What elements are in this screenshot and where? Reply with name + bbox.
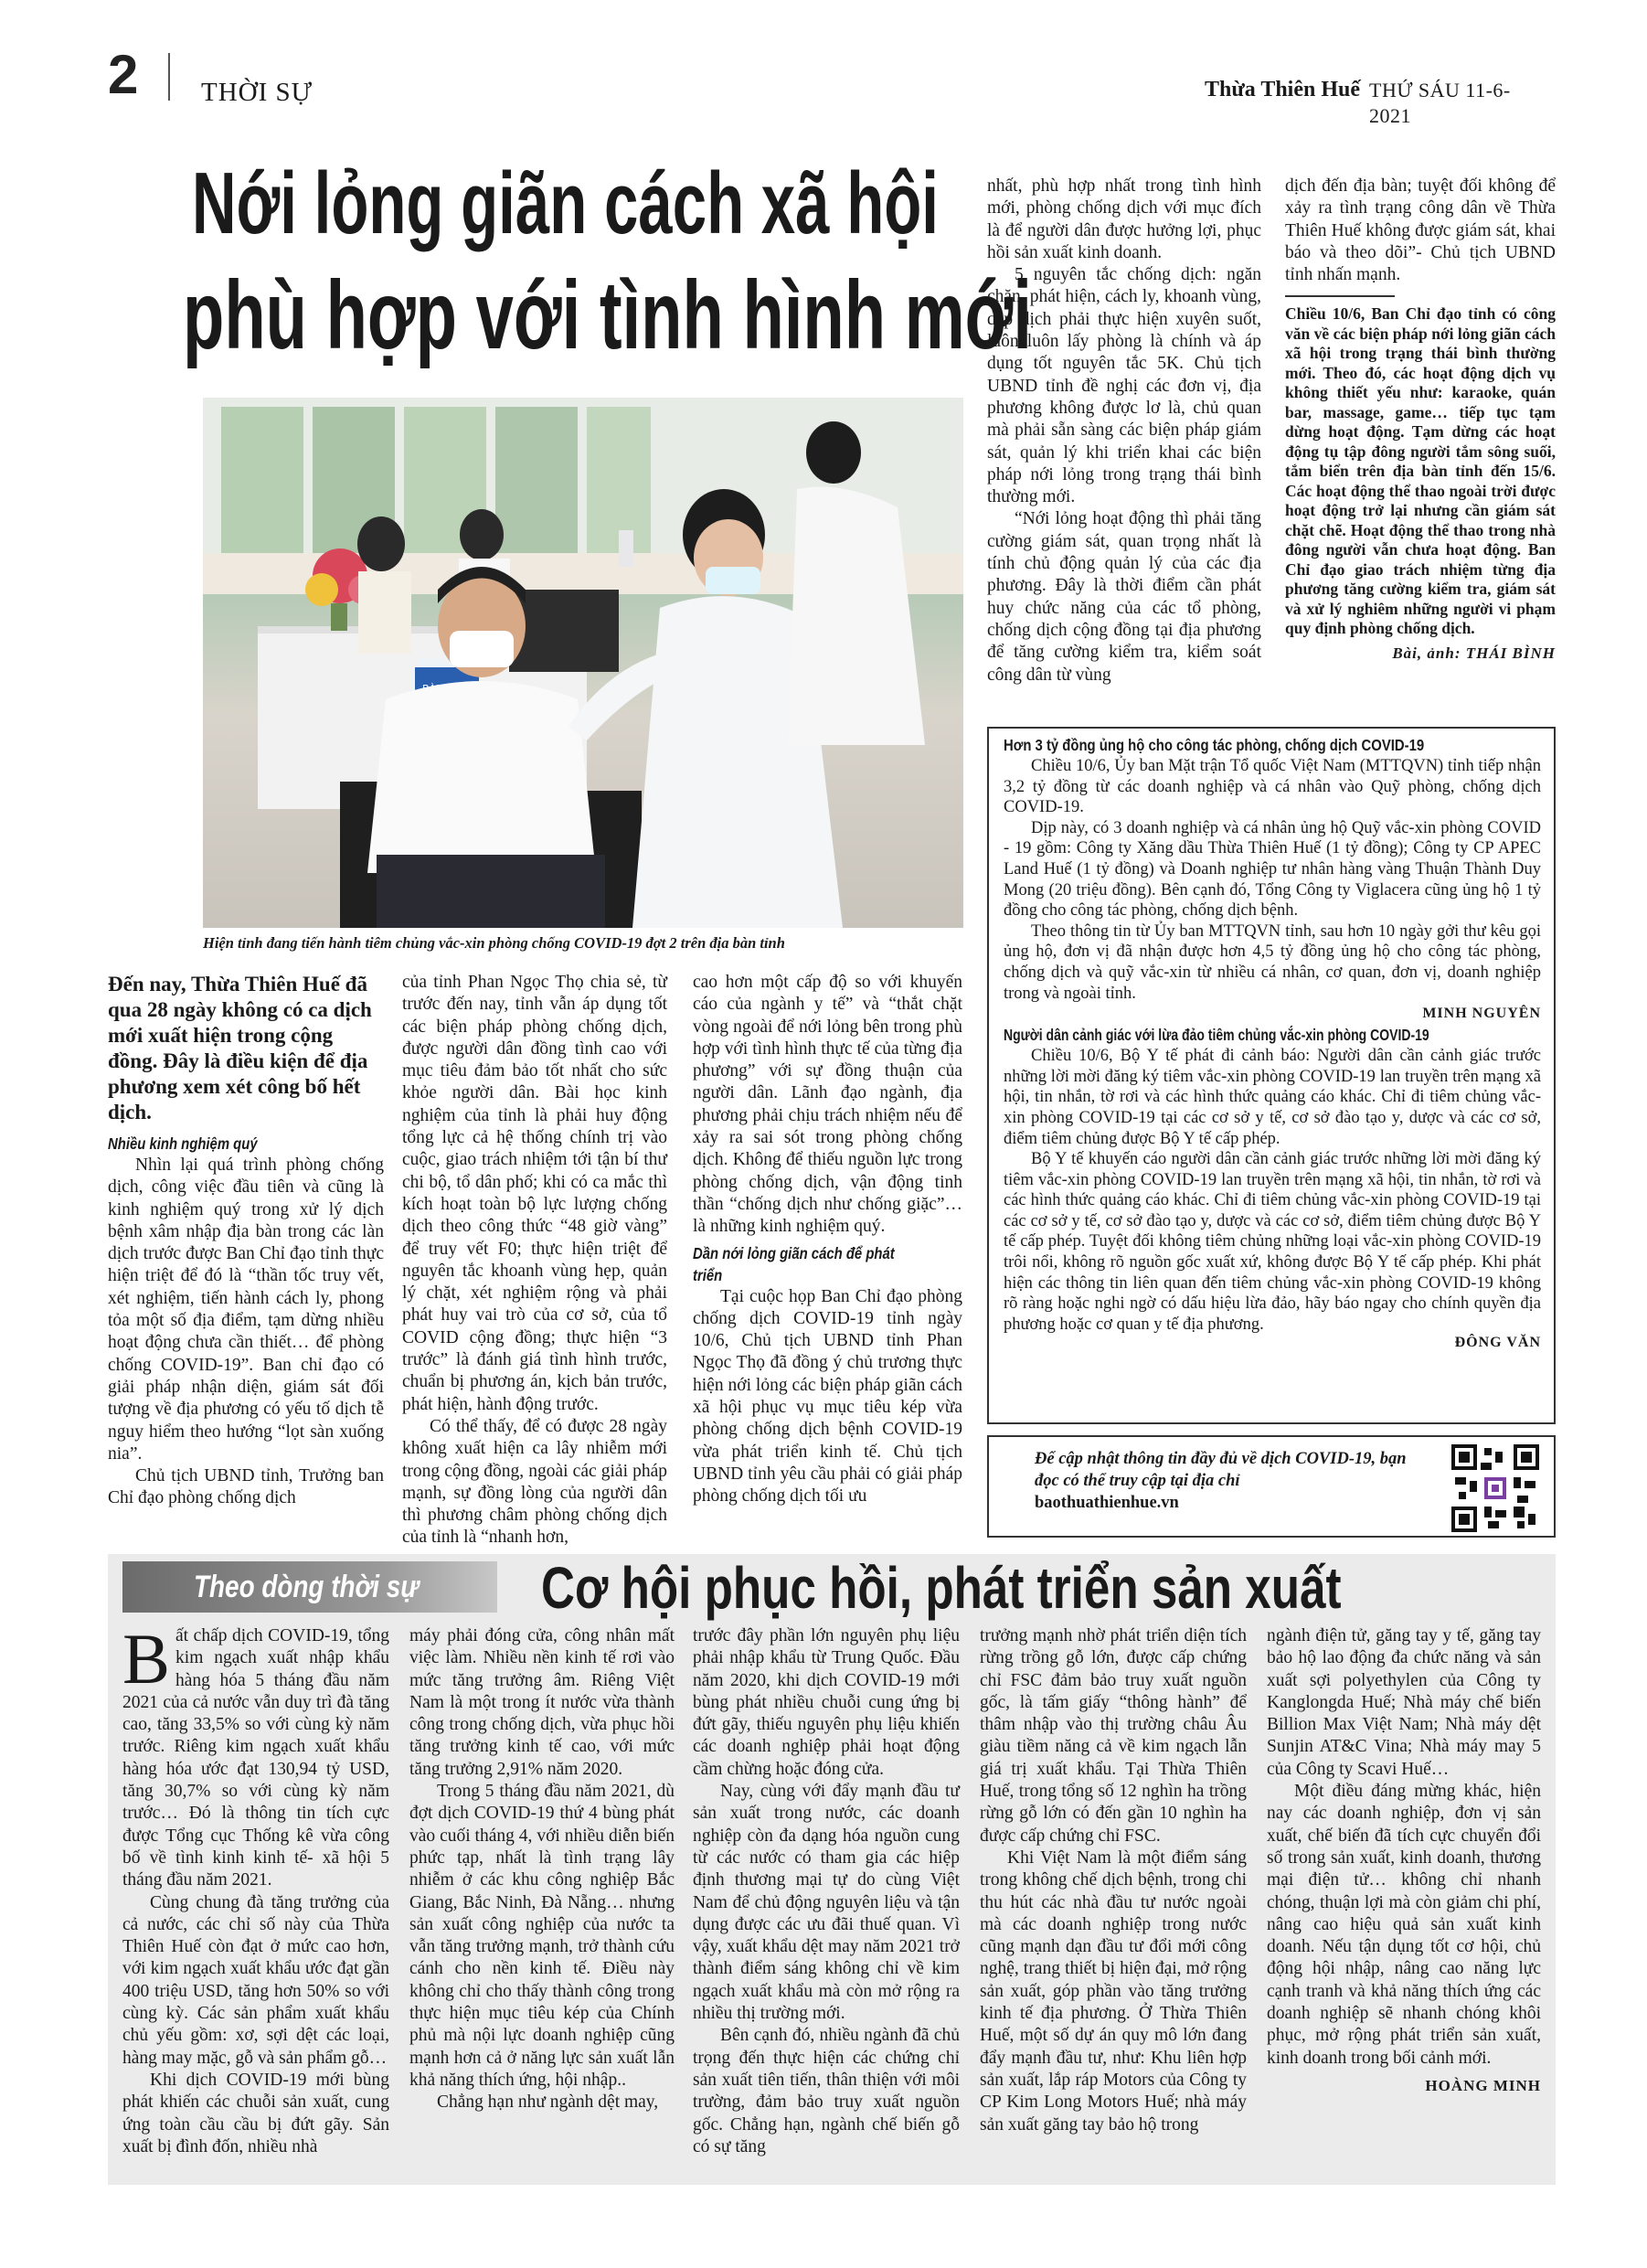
paragraph: trước đây phần lớn nguyên phụ liệu phải nhập khẩu từ Trung Quốc. Đầu năm 2020, khi dịch COVID-19 mới bùng phát nhiều chuỗi cung ứng bị đứt gãy, thiếu nguyên phụ liệu khiến các doanh nghiệp phải hoạt động cầm chừng hoặc đóng cửa. — [693, 1626, 960, 1779]
bottom-article — [108, 1554, 1556, 2185]
paragraph: Nhìn lại quá trình phòng chống dịch, công việc đầu tiên và cũng là kinh nghiệm quý trong xử lý dịch bệnh xâm nhập địa bàn trong các làn dịch trước được Ban Chỉ đạo tỉnh thực hiện triệt để đó là “thần tốc truy vết, xét nghiệm, tiến hành cách ly, phong tỏa một số địa điểm, tạm dừng nhiều hoạt động chưa cần thiết… để phòng chống COVID-19”. Ban chỉ đạo có giải pháp nhận diện, giám sát đối tượng về địa phương có yếu tố dịch tễ nguy hiểm theo hướng “lọt sàn xuống nia”. — [108, 1155, 384, 1464]
byline: Bài, ảnh: THÁI BÌNH — [1392, 644, 1556, 662]
paragraph: Bất chấp dịch COVID-19, tổng kim ngạch xuất nhập khẩu hàng hóa 5 tháng đầu năm 2021 của cả nước vẫn duy trì đà tăng cao, tăng 33,5% so với cùng kỳ năm trước. Riêng kim ngạch xuất khẩu hàng hóa ước đạt 130,94 tỷ USD, tăng 30,7% so với cùng kỳ năm trước… Đó là thông tin tích cực được Tổng cục Thống kê vừa công bố về tình kinh kinh tế- xã hội 5 tháng đầu năm 2021. — [122, 1619, 389, 1890]
kicker-label: Theo dòng thời sự — [194, 1570, 420, 1604]
paragraph: máy phải đóng cửa, công nhân mất việc làm. Nhiều nền kinh tế rơi vào mức tăng trưởng âm. Riêng Việt Nam là một trong ít nước vừa thành công trong chống dịch, vừa phục hồi tăng trưởng kinh tế cao, với mức tăng trưởng 2,91% năm 2020. — [409, 1626, 675, 1779]
paragraph: Có thể thấy, để có được 28 ngày không xuất hiện ca lây nhiễm mới trong cộng đồng, ngoài các giải pháp mạnh, sự đồng lòng của người dân thì phương châm phòng chống dịch của tỉnh là “nhanh hơn, — [402, 1416, 667, 1548]
official-note: Chiều 10/6, Ban Chỉ đạo tỉnh có công văn về các biện pháp nới lỏng giãn cách xã hội trong trạng thái bình thường mới. Theo đó, các hoạt động dịch vụ không thiết yếu như: karaoke, quán bar, massage, game… tiếp tục tạm dừng hoạt động. Tạm dừng các hoạt động tụ tập đông người tắm sông suối, tắm biển trên địa bàn tỉnh đến 15/6. Các hoạt động thể thao ngoài trời được hoạt động trở lại nhưng cần giám sát chặt chẽ. Hoạt động thể thao trong nhà đông người vẫn chưa hoạt động. Ban Chỉ đạo giao trách nhiệm từng địa phương tăng cường kiểm tra, giám sát và xử lý nghiêm những người vi phạm quy định phòng chống dịch. — [1285, 304, 1556, 638]
qr-box — [987, 1435, 1556, 1538]
bottom-col-2 — [409, 1625, 675, 2114]
subhead-kinh-nghiem: Nhiều kinh nghiệm quý — [108, 1134, 258, 1153]
paragraph: Cùng chung đà tăng trưởng của cả nước, các chỉ số này của Thừa Thiên Huế còn đạt ở mức cao hơn, với kim ngạch xuất khẩu ước đạt gần 400 triệu USD, tăng hơn 50% so với cùng kỳ. Các sản phẩm xuất khẩu chủ yếu gồm: xơ, sợi dệt các loại, hàng may mặc, gỗ và sản phẩm gỗ… — [122, 1892, 389, 2068]
article-photo — [203, 398, 963, 928]
article-col-2 — [402, 972, 667, 1549]
bottom-title: Cơ hội phục hồi, phát triển sản xuất — [541, 1555, 1342, 1621]
qr-url[interactable]: baothuathienhue.vn — [1035, 1494, 1179, 1512]
paragraph: Bộ Y tế khuyến cáo người dân cần cảnh giác trước những lời mời đăng ký tiêm vắc-xin phòng COVID-19 lan truyền trên mạng xã hội, tin nhắn, tờ rơi và các hình thức quảng cáo khác. Chỉ đi tiêm chủng vắc-xin phòng COVID-19 tại các cơ sở y tế, cơ sở đào tạo y, dược và các cơ sở, điểm tiêm chủng được Bộ Y tế cấp phép. Tuyệt đối không tiêm chủng những loại vắc-xin phòng COVID-19 trôi nổi, không rõ nguồn gốc xuất xứ, không được Bộ Y tế cấp phép. Khi phát hiện các thông tin liên quan đến tiêm chủng vắc-xin phòng COVID-19 không rõ ràng hoặc nghi ngờ có dấu hiệu lừa đảo, hãy báo ngay cho chính quyền địa phương hoặc cơ quan y tế địa phương. — [1004, 1150, 1541, 1334]
header-rule — [168, 53, 170, 101]
paragraph: Bên cạnh đó, nhiều ngành đã chủ trọng đến thực hiện các chứng chỉ sản xuất tiên tiến, thân thiện với môi trường, đảm bảo truy xuất nguồn gốc. Chẳng hạn, ngành chế biến gỗ có sự tăng — [693, 2026, 960, 2156]
bottom-col-4 — [980, 1625, 1247, 2136]
news-box — [987, 727, 1556, 1424]
paragraph: Chẳng hạn như ngành dệt may, — [437, 2092, 659, 2113]
article-col-5 — [1285, 176, 1556, 663]
bottom-col-3 — [693, 1625, 960, 2158]
lead-paragraph: Đến nay, Thừa Thiên Huế đã qua 28 ngày không có ca dịch mới xuất hiện trong cộng đồng. Đây là điều kiện để địa phương xem xét công bố hết dịch. — [108, 973, 372, 1123]
byline: HOÀNG MINH — [1425, 2076, 1541, 2094]
qr-code-icon — [1451, 1444, 1539, 1532]
news-heading-donation: Hơn 3 tỷ đồng ủng hộ cho công tác phòng, chống dịch COVID-19 — [1004, 736, 1425, 754]
news-heading-fraud: Người dân cảnh giác với lừa đảo tiêm chủng vắc-xin phòng COVID-19 — [1004, 1026, 1429, 1045]
article-col-3 — [693, 972, 962, 1508]
article-col-4 — [987, 176, 1261, 687]
paragraph: Khi dịch COVID-19 mới bùng phát khiến các chuỗi sản xuất, cung ứng toàn cầu cầu bị đứt gãy. Sản xuất bị đình đốn, nhiều nhà — [122, 2070, 389, 2156]
paragraph: dịch đến địa bàn; tuyệt đối không để xảy ra tình trạng công dân về Thừa Thiên Huế không được giám sát, khai báo và theo dõi”- Chủ tịch UBND tỉnh nhấn mạnh. — [1285, 176, 1556, 285]
paragraph: Chủ tịch UBND tỉnh, Trưởng ban Chỉ đạo phòng chống dịch — [108, 1466, 384, 1508]
paragraph: Theo thông tin từ Ủy ban MTTQVN tỉnh, sau hơn 10 ngày gởi thư kêu gọi ủng hộ, đơn vị đã nhận được hơn 4,5 tỷ đồng ủng hộ cho công tác phòng, chống dịch và quỹ vắc-xin từ nhiều cá nhân, cơ quan, đơn vị, doanh nghiệp trong và ngoài tỉnh. — [1004, 921, 1541, 1003]
article-col-1 — [108, 972, 384, 1510]
issue-date: THỨ SÁU 11-6-2021 — [1369, 79, 1511, 127]
note-rule — [1285, 295, 1395, 297]
paragraph: Khi Việt Nam là một điểm sáng trong không chế dịch bệnh, trong chi thu hút các nhà đầu tư nước ngoài mà các doanh nghiệp trong nước cũng mạnh dạn đầu tư đổi mới công nghệ, trang thiết bị hiện đại, mở rộng sản xuất, góp phần vào tăng trưởng kinh tế địa phương. Ở Thừa Thiên Huế, một số dự án quy mô lớn đang đẩy mạnh đầu tư, như: Khu liên hợp sản xuất, lắp ráp Motors của Công ty CP Kim Long Motors Huế; nhà máy sản xuất găng tay bảo hộ trong — [980, 1847, 1247, 2135]
paragraph: Chiều 10/6, Ủy ban Mặt trận Tổ quốc Việt Nam (MTTQVN) tỉnh tiếp nhận 3,2 tỷ đồng từ các doanh nghiệp và cá nhân vào Quỹ phòng, chống dịch COVID-19. — [1004, 757, 1541, 817]
paragraph: Tại cuộc họp Ban Chỉ đạo phòng chống dịch COVID-19 tỉnh ngày 10/6, Chủ tịch UBND tỉnh Phan Ngọc Thọ đã đồng ý chủ trương thực hiện nới lỏng các biện pháp giãn cách xã hội phục vụ mục tiêu kép vừa phòng chống dịch bệnh COVID-19 vừa phát triển kinh tế. Chủ tịch UBND tỉnh yêu cầu phải có giải pháp phòng chống dịch tối ưu — [693, 1286, 962, 1507]
section-label: THỜI SỰ — [201, 78, 313, 107]
paragraph: 5 nguyên tắc chống dịch: ngăn chặn, phát hiện, cách ly, khoanh vùng, dập dịch phải thực hiện xuyên suốt, luôn luôn lấy phòng là chính và áp dụng tốt nguyên tắc 5K. Chủ tịch UBND tỉnh đề nghị các đơn vị, địa phương không được lơ là, chủ quan mà phải sẵn sàng các biện pháp giám sát, quản lý khi triển khai các biện pháp nới lỏng trong trạng thái bình thường mới. — [987, 265, 1261, 507]
paragraph: ngành điện tử, găng tay y tế, găng tay bảo hộ lao động đa chức năng và sản xuất sợi polyethylen của Công ty Kanglongda Huế; Nhà máy chế biến Billion Max Việt Nam; Nhà máy dệt Sunjin AT&C Vina; Nhà máy may 5 của Công ty Scavi Huế… — [1267, 1626, 1541, 1779]
paper-name: Thừa Thiên Huế — [1205, 78, 1361, 101]
paragraph: Trong 5 tháng đầu năm 2021, dù đợt dịch COVID-19 thứ 4 bùng phát vào cuối tháng 4, với nhiều diễn biến phức tạp, nhất là tình trạng lây nhiễm ở các khu công nghiệp Bắc Giang, Bắc Ninh, Đà Nẵng… nhưng sản xuất công nghiệp của nước ta vẫn tăng trưởng mạnh, trở thành cứu cánh cho nền kinh tế. Điều này không chỉ cho thấy thành công trong thực hiện mục tiêu kép của Chính phủ mà nội lực doanh nghiệp cũng mạnh hơn cả ở năng lực sản xuất lẫn khả năng thích ứng, hội nhập.. — [409, 1782, 675, 2090]
bottom-col-5 — [1267, 1625, 1541, 2095]
byline: ĐÔNG VĂN — [1454, 1335, 1541, 1351]
paragraph: của tỉnh Phan Ngọc Thọ chia sẻ, từ trước đến nay, tỉnh vẫn áp dụng tốt các biện pháp phòng chống dịch, được người dân đồng tình cao với mục tiêu đảm bảo tốt nhất cho sức khỏe người dân. Bài học kinh nghiệm của tỉnh là phải huy động tổng lực cả hệ thống chính trị vào cuộc, giao trách nhiệm tới tận bí thư chi bộ, tổ dân phố; khi có ca mắc thì kích hoạt toàn bộ lực lượng chống dịch theo công thức “48 giờ vàng” để truy vết F0; thực hiện triệt để nguyên tắc khoanh vùng hẹp, quản lý chặt, xét nghiệm rộng và phải phát huy vai trò của cơ sở, của tổ COVID cộng đồng; thực hiện “3 trước” là đánh giá tình hình trước, chuẩn bị phương án, kịch bản trước, phát hiện, hành động trước. — [402, 973, 667, 1414]
qr-code[interactable] — [1451, 1444, 1539, 1532]
vaccination-scene — [203, 398, 963, 928]
byline: MINH NGUYÊN — [1422, 1006, 1541, 1022]
headline — [183, 149, 1032, 373]
qr-message: Để cập nhật thông tin đầy đủ về dịch COVID-19, bạn đọc có thể truy cập tại địa chỉ — [1035, 1450, 1407, 1490]
paragraph: nhất, phù hợp nhất trong tình hình mới, phòng chống dịch với mục đích là để người dân được hưởng lợi, phục hồi sản xuất kinh doanh. — [987, 176, 1261, 262]
paragraph: Nay, cùng với đẩy mạnh đầu tư sản xuất trong nước, các doanh nghiệp còn đa dạng hóa nguồn cung từ các nước có tham gia các hiệp định thương mại tự do cùng Việt Nam để chủ động nguyên liệu và tận dụng được các ưu đãi thuế quan. Vì vậy, xuất khẩu dệt may năm 2021 trở thành điểm sáng không chỉ về kim ngạch xuất khẩu mà còn mở rộng ra nhiều thị trường mới. — [693, 1782, 960, 2024]
bottom-col-1 — [122, 1619, 389, 2158]
page-number: 2 — [108, 44, 139, 105]
header — [108, 44, 1552, 127]
headline-line-1: Nới lỏng giãn cách xã hội — [192, 154, 939, 252]
paragraph: cao hơn một cấp độ so với khuyến cáo của ngành y tế” và “thắt chặt vòng ngoài để nới lỏng bên trong phù hợp với tình hình thực tế của từng địa phương” với sự đồng thuận của người dân. Lãnh đạo ngành, địa phương phải chịu trách nhiệm nếu để xảy ra sai sót trong phòng chống dịch. Không để thiếu nguồn lực trong phòng chống dịch, vận động tinh thần “chống dịch như chống giặc”… là những kinh nghiệm quý. — [693, 973, 962, 1237]
paragraph: Một điều đáng mừng khác, hiện nay các doanh nghiệp, đơn vị sản xuất, chế biến đã tích cực chuyển đổi số trong sản xuất, kinh doanh, thương mại điện tử… không chỉ nhanh chóng, thuận lợi mà còn giảm chi phí, nâng cao hiệu quả sản xuất kinh doanh. Nếu tận dụng tốt cơ hội, chủ động hội nhập, nâng cao năng lực cạnh tranh và khả năng thích ứng các doanh nghiệp sẽ nhanh chóng khôi phục, mở rộng phát triển sản xuất, kinh doanh trong bối cảnh mới. — [1267, 1782, 1541, 2068]
photo-caption: Hiện tỉnh đang tiến hành tiêm chủng vắc-xin phòng chống COVID-19 đợt 2 trên địa bàn tỉnh — [203, 934, 785, 952]
paragraph: Dịp này, có 3 doanh nghiệp và cá nhân ủng hộ Quỹ vắc-xin phòng COVID - 19 gồm: Công ty Xăng dầu Thừa Thiên Huế (1 tỷ đồng); Công ty CP APEC Land Huế (1 tỷ đồng) và Doanh nghiệp tư nhân hàng vàng Thuận Thành Duy Mong (20 triệu đồng). Bên cạnh đó, Tổng Công ty Viglacera cũng ủng hộ 1 tỷ đồng cho công tác phòng, chống dịch bệnh. — [1004, 818, 1541, 921]
paragraph: “Nới lỏng hoạt động thì phải tăng cường giám sát, quan trọng nhất là tính chủ động quản lý của các địa phương. Đây là thời điểm cần phát huy chức năng của các tổ phòng, chống dịch cộng đồng tại địa phương để tăng cường kiểm tra, kiểm soát công dân từ vùng — [987, 509, 1261, 685]
qr-text — [1035, 1448, 1419, 1514]
drop-cap: B — [122, 1619, 171, 1698]
headline-line-2: phù hợp với tình hình mới — [183, 261, 1032, 369]
subhead-noi-long: Dần nới lỏng giãn cách để phát triển — [693, 1243, 895, 1284]
paragraph: trưởng mạnh nhờ phát triển diện tích rừng trồng gỗ lớn, được cấp chứng chỉ FSC đảm bảo truy xuất nguồn gốc, là tấm giấy “thông hành” để thâm nhập vào thị trường châu Âu giàu tiềm năng cả về kim ngạch lẫn giá trị xuất khẩu. Tại Thừa Thiên Huế, trong tổng số 12 nghìn ha trồng rừng gỗ lớn có đến gần 10 nghìn ha được cấp chứng chỉ FSC. — [980, 1626, 1247, 1846]
paragraph: Chiều 10/6, Bộ Y tế phát đi cảnh báo: Người dân cần cảnh giác trước những lời mời đăng ký tiêm vắc-xin phòng COVID-19 lan truyền trên mạng xã hội, tin nhắn, tờ rơi và các hình thức quảng cáo khác. Chỉ đi tiêm chủng vắc-xin phòng COVID-19 tại các cơ sở y tế, cơ sở đào tạo y, dược và các cơ sở, điểm tiêm chủng được Bộ Y tế cấp phép. — [1004, 1047, 1541, 1148]
